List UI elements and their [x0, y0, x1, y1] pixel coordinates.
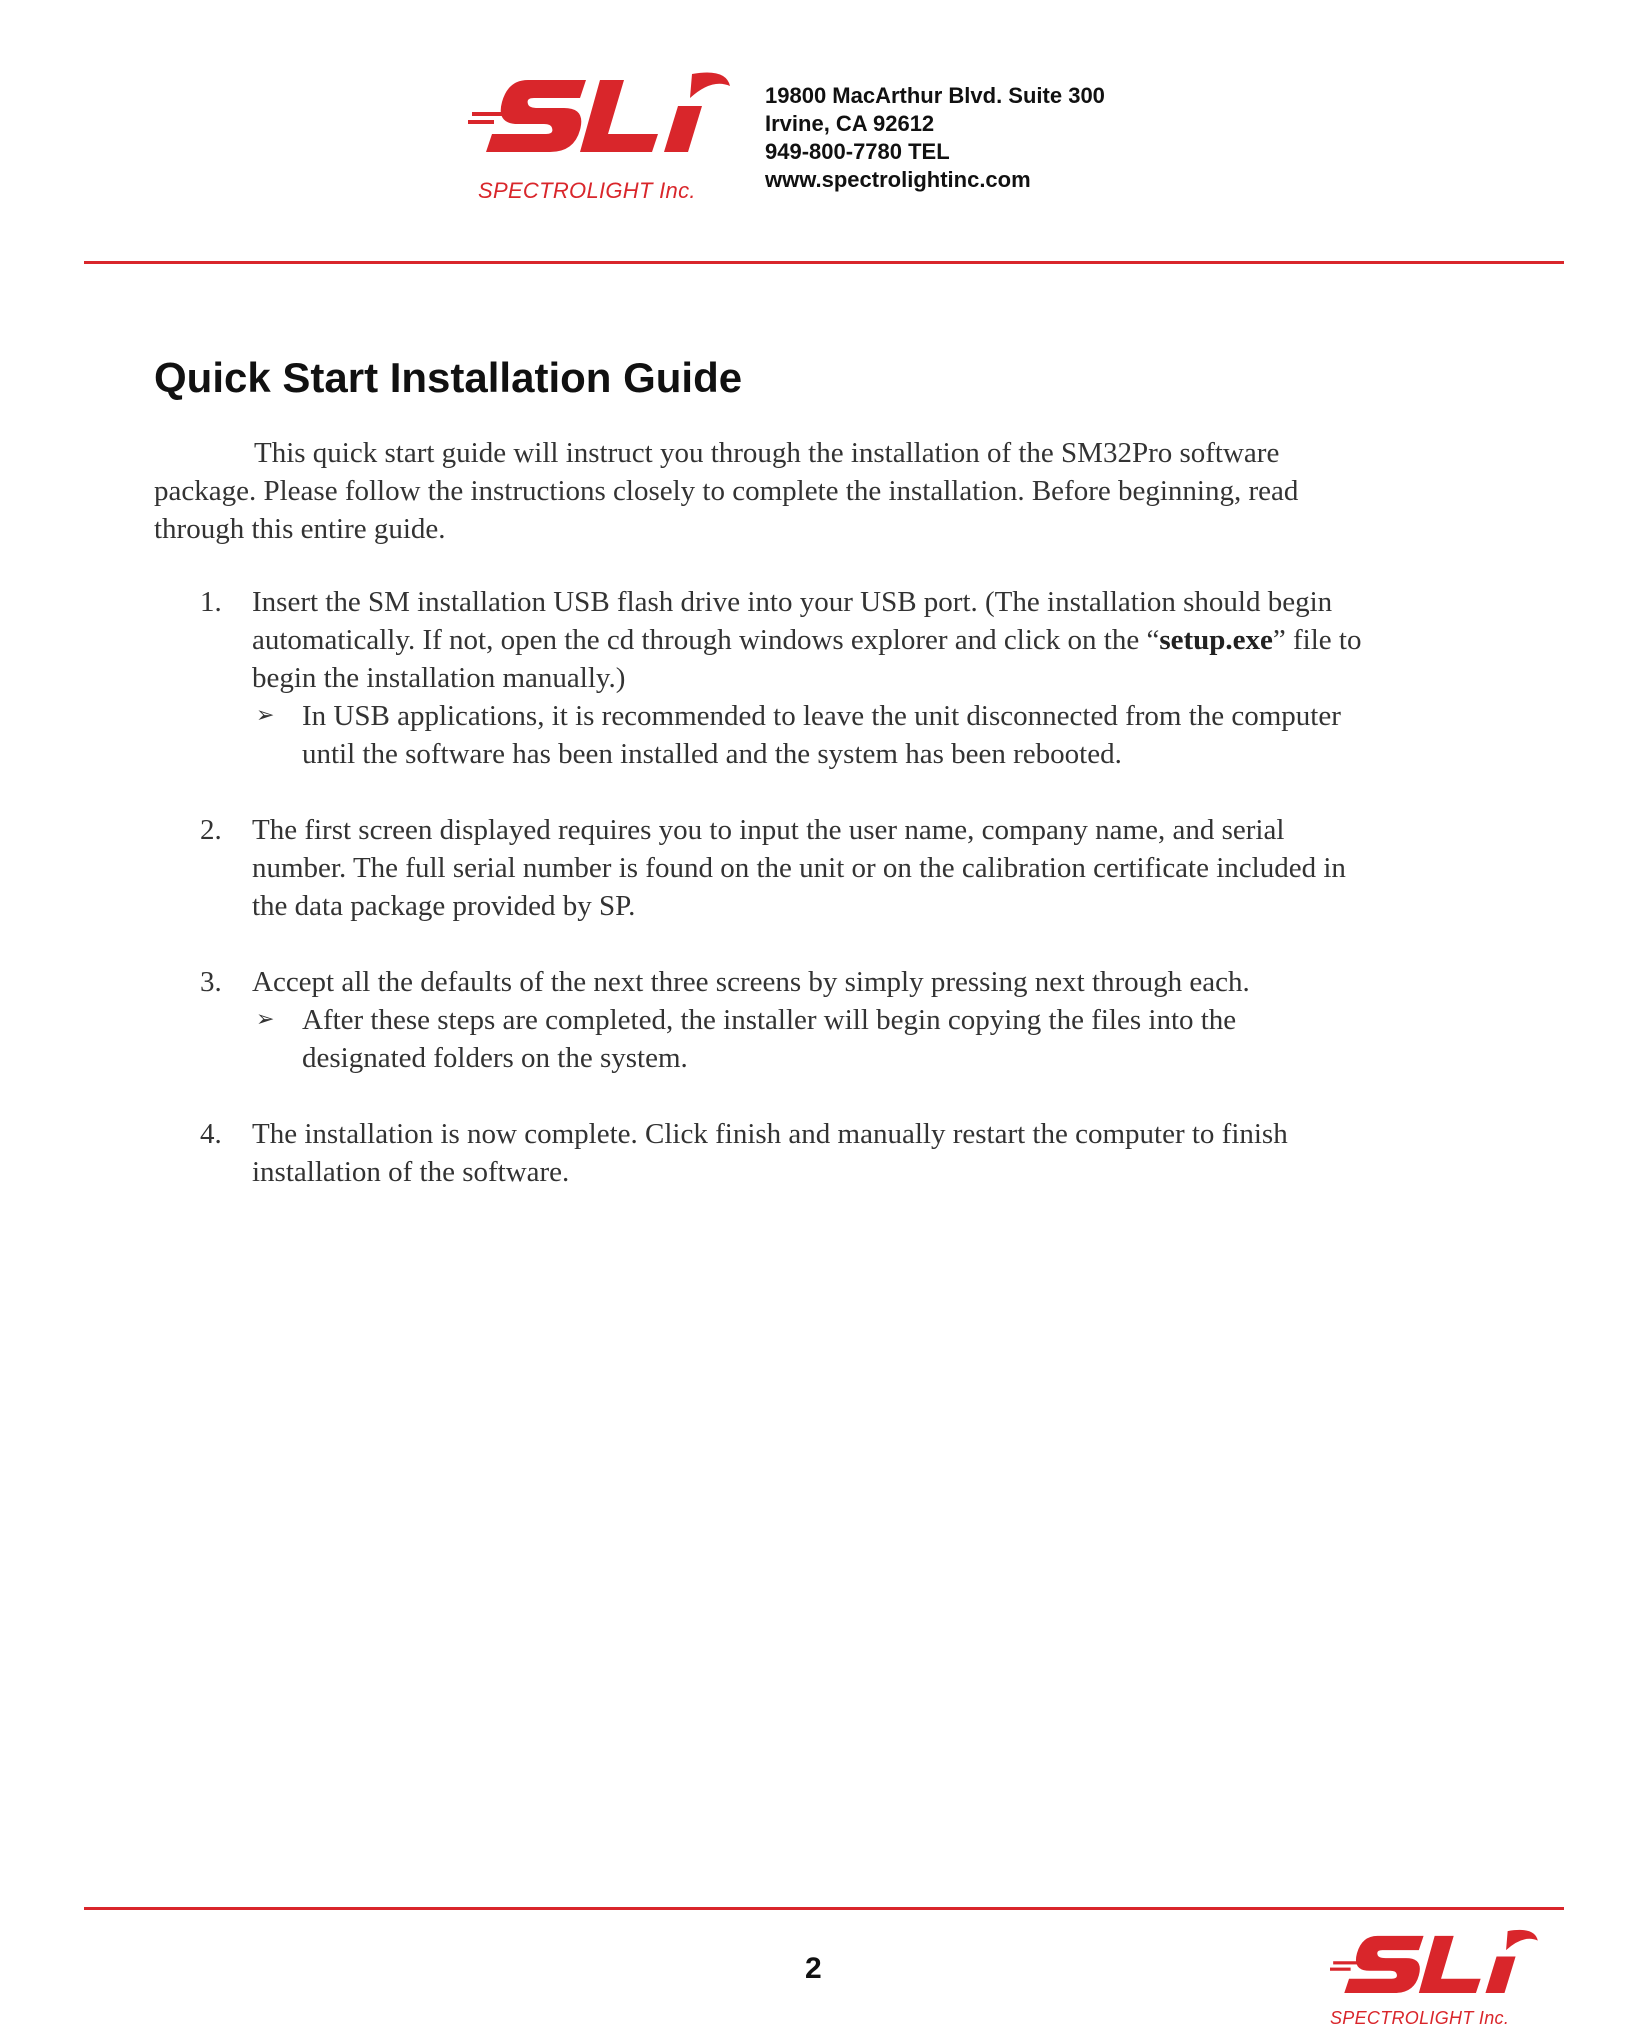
step-text: The first screen displayed requires you to input the user name, company name, and serial number. The full serial number is found on the unit or on the calibration certificate included in the data package provided by SP. — [252, 814, 1346, 922]
step-text: Insert the SM installation USB flash drive into your USB port. (The installation should begin automatically. If not, open the cd through windows explorer and click on the “setup.exe” file to begin the installation manually.) — [252, 586, 1362, 694]
logo-subtitle: SPECTROLIGHT Inc. — [478, 178, 696, 203]
intro-text: This quick start guide will instruct you through the installation of the SM32Pro software package. Please follow the instructions closely to complete the installation. Before beginning, read through this entire guide. — [154, 437, 1299, 545]
step-bullets — [252, 1001, 1364, 1077]
step-text: Accept all the defaults of the next three screens by simply pressing next through each. — [252, 966, 1250, 998]
step-item — [154, 583, 1364, 773]
header-divider — [84, 261, 1564, 264]
address-line: Irvine, CA 92612 — [765, 111, 935, 136]
step-item — [154, 1115, 1364, 1191]
website-line: www.spectrolightinc.com — [765, 167, 1031, 192]
logo-subtitle: SPECTROLIGHT Inc. — [1330, 2008, 1510, 2028]
arrow-bullet-icon: ➢ — [256, 1007, 275, 1032]
step-text: The installation is now complete. Click finish and manually restart the computer to finish installation of the software. — [252, 1118, 1288, 1188]
step-bullets — [252, 697, 1364, 773]
sli-logo-icon — [1330, 1926, 1560, 2006]
footer-logo — [1330, 1926, 1570, 2036]
company-address — [765, 82, 1105, 194]
footer-divider — [84, 1907, 1564, 1910]
phone-line: 949-800-7780 TEL — [765, 139, 950, 164]
bullet-item — [252, 697, 1364, 773]
step-number: 4. — [200, 1118, 222, 1150]
intro-paragraph — [154, 434, 1354, 548]
address-line: 19800 MacArthur Blvd. Suite 300 — [765, 83, 1105, 108]
step-number: 3. — [200, 966, 222, 998]
company-logo — [468, 68, 758, 208]
page-title: Quick Start Installation Guide — [154, 354, 743, 401]
step-item — [154, 963, 1364, 1077]
bullet-item — [252, 1001, 1364, 1077]
step-number: 2. — [200, 814, 222, 846]
bullet-text: After these steps are completed, the installer will begin copying the files into the designated folders on the system. — [302, 1004, 1237, 1074]
arrow-bullet-icon: ➢ — [256, 703, 275, 728]
step-item — [154, 811, 1364, 925]
page-number: 2 — [805, 1952, 822, 1985]
steps-list — [154, 583, 1364, 1229]
filename-bold: setup.exe — [1159, 624, 1273, 656]
sli-logo-icon — [468, 68, 758, 168]
step-number: 1. — [200, 586, 222, 618]
bullet-text: In USB applications, it is recommended to leave the unit disconnected from the computer until the software has been installed and the system has been rebooted. — [302, 700, 1341, 770]
